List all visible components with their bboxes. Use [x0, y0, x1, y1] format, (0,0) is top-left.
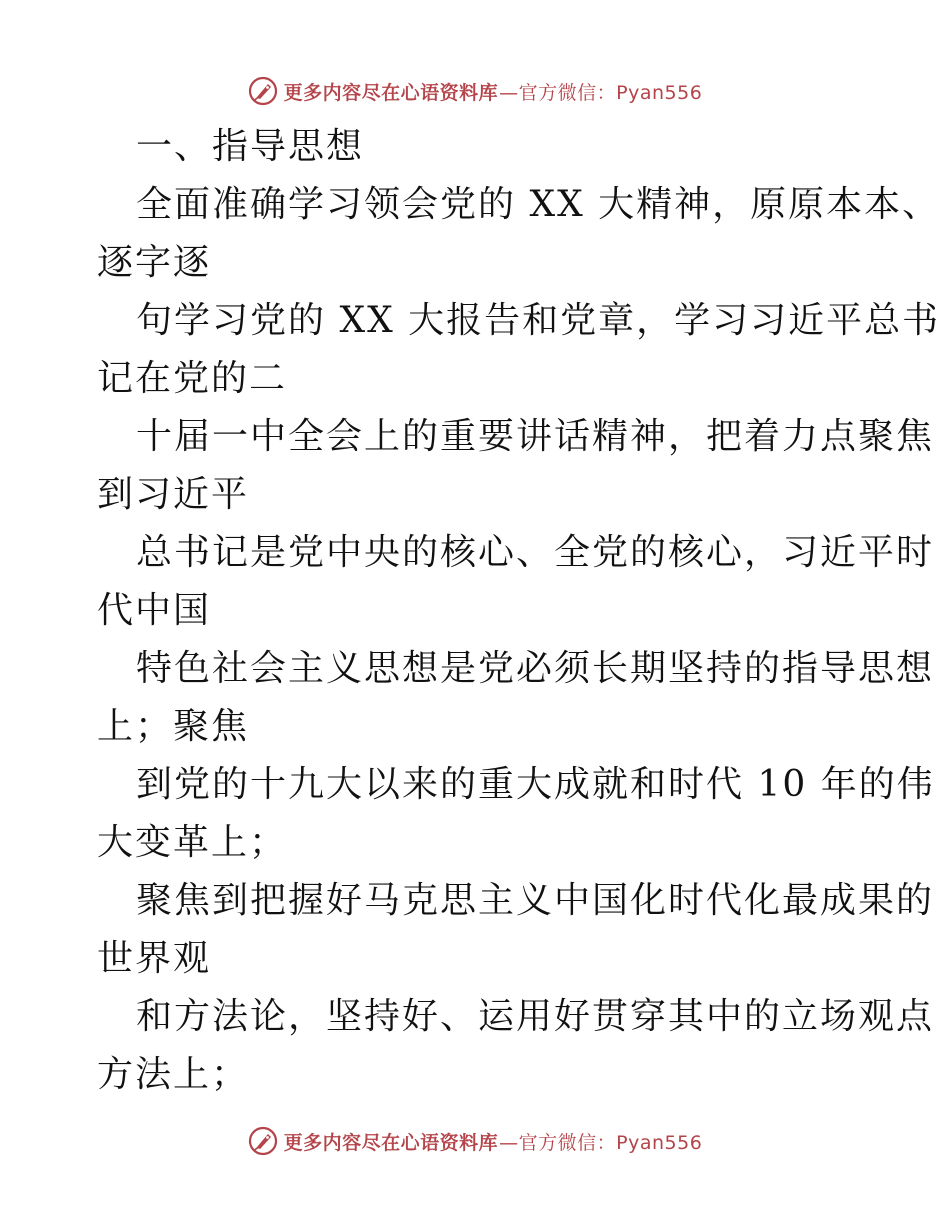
paragraph-line: 方法上； [97, 1054, 250, 1095]
pen-nib-circle-logo-icon [248, 1126, 278, 1156]
paragraph-line: 到党的十九大以来的重大成就和时代 10 年的伟 [136, 764, 935, 805]
paragraph-line: 特色社会主义思想是党必须长期坚持的指导思想 [136, 648, 935, 689]
paragraph-line: 句学习党的 XX 大报告和党章，学习习近平总书 [136, 300, 941, 341]
paragraph-line: 聚焦到把握好马克思主义中国化时代化最成果的 [136, 880, 935, 921]
watermark-site-name: 更多内容尽在心语资料库 [283, 81, 499, 104]
paragraph-line: 到习近平 [97, 474, 250, 515]
watermark-wechat-id: —官方微信：Pyan556 [499, 1131, 703, 1154]
watermark-site-name: 更多内容尽在心语资料库 [283, 1131, 499, 1154]
paragraph-line: 总书记是党中央的核心、全党的核心，习近平时 [136, 532, 935, 573]
document-body [97, 118, 941, 1104]
watermark-wechat-id: —官方微信：Pyan556 [499, 81, 703, 104]
header-watermark-banner [0, 71, 950, 111]
footer-watermark-banner [0, 1121, 950, 1161]
paragraph-line: 代中国 [97, 590, 212, 631]
paragraph-line: 大变革上； [97, 822, 288, 863]
pen-nib-circle-logo-icon [248, 76, 278, 106]
paragraph-line: 和方法论，坚持好、运用好贯穿其中的立场观点 [136, 996, 935, 1037]
section-heading: 一、指导思想 [136, 126, 365, 167]
paragraph-line: 逐字逐 [97, 242, 212, 283]
paragraph-line: 世界观 [97, 938, 212, 979]
paragraph-line: 上；聚焦 [97, 706, 250, 747]
paragraph-line: 全面准确学习领会党的 XX 大精神，原原本本、 [136, 184, 941, 225]
paragraph-line: 记在党的二 [97, 358, 288, 399]
paragraph-line: 十届一中全会上的重要讲话精神，把着力点聚焦 [136, 416, 935, 457]
